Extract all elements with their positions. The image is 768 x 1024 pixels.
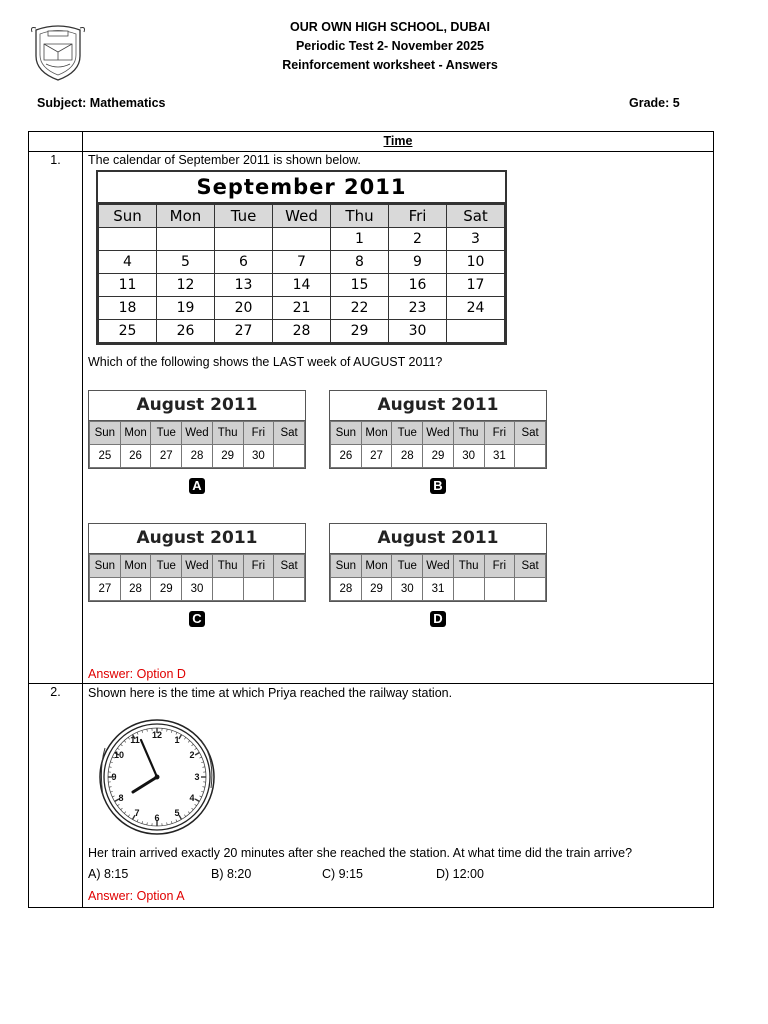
date-cell [274,445,305,468]
choice-a: A) 8:15 [88,867,129,881]
subject-label: Subject: Mathematics [37,96,166,110]
day-header: Sat [274,555,305,578]
date-cell: 8 [331,251,389,274]
clock-number: 10 [113,750,125,760]
day-header: Wed [423,555,454,578]
q2-intro: Shown here is the time at which Priya reached the railway station. [88,686,453,700]
day-header: Sun [90,422,121,445]
day-header: Mon [120,555,151,578]
date-cell: 29 [361,578,392,601]
q2-answer: Answer: Option A [88,889,185,903]
clock-number: 6 [154,813,160,823]
day-header: Sun [331,422,362,445]
clock-number: 11 [130,735,140,745]
day-header: Fri [389,205,447,228]
clock-number: 8 [118,793,124,803]
calendar-title: August 2011 [89,391,305,421]
day-header: Tue [215,205,273,228]
day-header: Tue [392,555,423,578]
question-number: 1. [29,152,83,684]
day-header: Sat [515,555,546,578]
date-cell: 21 [273,297,331,320]
clock-number: 4 [189,793,195,803]
date-cell: 27 [215,320,273,343]
option-a-label: A [189,478,205,494]
date-cell: 6 [215,251,273,274]
date-cell: 27 [90,578,121,601]
date-cell: 5 [157,251,215,274]
day-header: Tue [392,422,423,445]
calendar-title: August 2011 [330,524,546,554]
september-calendar [96,170,507,345]
date-cell: 17 [447,274,505,297]
day-header: Thu [331,205,389,228]
question-number: 2. [29,684,83,908]
date-cell: 15 [331,274,389,297]
day-header: Thu [212,422,243,445]
date-cell: 22 [331,297,389,320]
date-cell: 20 [215,297,273,320]
day-header: Wed [423,422,454,445]
date-cell: 23 [389,297,447,320]
q1-intro: The calendar of September 2011 is shown below. [88,153,361,167]
date-cell: 16 [389,274,447,297]
day-header: Sat [274,422,305,445]
day-header: Wed [182,422,213,445]
date-cell: 30 [392,578,423,601]
day-header: Fri [484,422,515,445]
day-header: Thu [212,555,243,578]
option-c-label: C [189,611,205,627]
date-cell [484,578,515,601]
clock-image [97,718,221,836]
day-header: Fri [243,422,274,445]
calendar-title: August 2011 [330,391,546,421]
date-cell [515,445,546,468]
date-cell: 12 [157,274,215,297]
date-cell: 27 [361,445,392,468]
date-cell: 7 [273,251,331,274]
date-cell [157,228,215,251]
date-cell: 1 [331,228,389,251]
date-cell: 30 [182,578,213,601]
date-cell [453,578,484,601]
day-header: Mon [361,422,392,445]
day-header: Tue [151,422,182,445]
date-cell: 19 [157,297,215,320]
date-cell: 30 [243,445,274,468]
date-cell: 11 [99,274,157,297]
date-cell: 29 [151,578,182,601]
date-cell: 13 [215,274,273,297]
day-header: Fri [243,555,274,578]
day-header: Mon [157,205,215,228]
date-cell: 31 [423,578,454,601]
day-header: Thu [453,555,484,578]
day-header: Mon [361,555,392,578]
date-cell [515,578,546,601]
calendar-title: August 2011 [89,524,305,554]
date-cell: 26 [120,445,151,468]
school-logo [30,22,86,82]
option-a-calendar [88,390,306,469]
day-header: Thu [453,422,484,445]
date-cell: 31 [484,445,515,468]
q2-question: Her train arrived exactly 20 minutes after she reached the station. At what time did the train arrive? [88,846,633,860]
school-name: OUR OWN HIGH SCHOOL, DUBAI [290,20,490,34]
date-cell: 3 [447,228,505,251]
date-cell: 28 [182,445,213,468]
day-header: Sat [447,205,505,228]
day-header: Sun [99,205,157,228]
date-cell: 2 [389,228,447,251]
date-cell [243,578,274,601]
date-cell: 4 [99,251,157,274]
q1-answer: Answer: Option D [88,667,186,681]
option-b-label: B [430,478,446,494]
date-cell [447,320,505,343]
choice-b: B) 8:20 [211,867,252,881]
date-cell: 18 [99,297,157,320]
q1-question: Which of the following shows the LAST week of AUGUST 2011? [88,355,443,369]
date-cell [212,578,243,601]
clock-number: 3 [194,772,200,782]
date-cell: 29 [331,320,389,343]
date-cell: 30 [453,445,484,468]
date-cell [215,228,273,251]
day-header: Fri [484,555,515,578]
day-header: Sat [515,422,546,445]
date-cell [274,578,305,601]
choice-c: C) 9:15 [322,867,363,881]
date-cell: 9 [389,251,447,274]
worksheet-title: Reinforcement worksheet - Answers [282,58,498,72]
clock-number: 12 [151,730,163,740]
option-c-calendar [88,523,306,602]
date-cell: 29 [212,445,243,468]
date-cell: 25 [99,320,157,343]
date-cell [273,228,331,251]
day-header: Wed [182,555,213,578]
clock-number: 7 [134,808,140,818]
day-header: Mon [120,422,151,445]
date-cell: 27 [151,445,182,468]
date-cell: 14 [273,274,331,297]
date-cell: 28 [273,320,331,343]
option-d-calendar [329,523,547,602]
date-cell: 25 [90,445,121,468]
date-cell: 29 [423,445,454,468]
option-d-label: D [430,611,446,627]
date-cell: 30 [389,320,447,343]
clock-number: 1 [174,735,180,745]
date-cell: 10 [447,251,505,274]
date-cell: 24 [447,297,505,320]
clock-number: 9 [111,772,117,782]
date-cell [99,228,157,251]
date-cell: 28 [331,578,362,601]
day-header: Wed [273,205,331,228]
day-header: Sun [331,555,362,578]
grade-label: Grade: 5 [629,96,680,110]
date-cell: 28 [392,445,423,468]
topic-heading: Time [83,132,714,152]
calendar-title: September 2011 [98,172,505,204]
date-cell: 26 [331,445,362,468]
clock-number: 5 [174,808,180,818]
date-cell: 28 [120,578,151,601]
clock-number: 2 [189,750,195,760]
choice-d: D) 12:00 [436,867,484,881]
option-b-calendar [329,390,547,469]
test-name: Periodic Test 2- November 2025 [295,39,485,53]
date-cell: 26 [157,320,215,343]
day-header: Sun [90,555,121,578]
day-header: Tue [151,555,182,578]
